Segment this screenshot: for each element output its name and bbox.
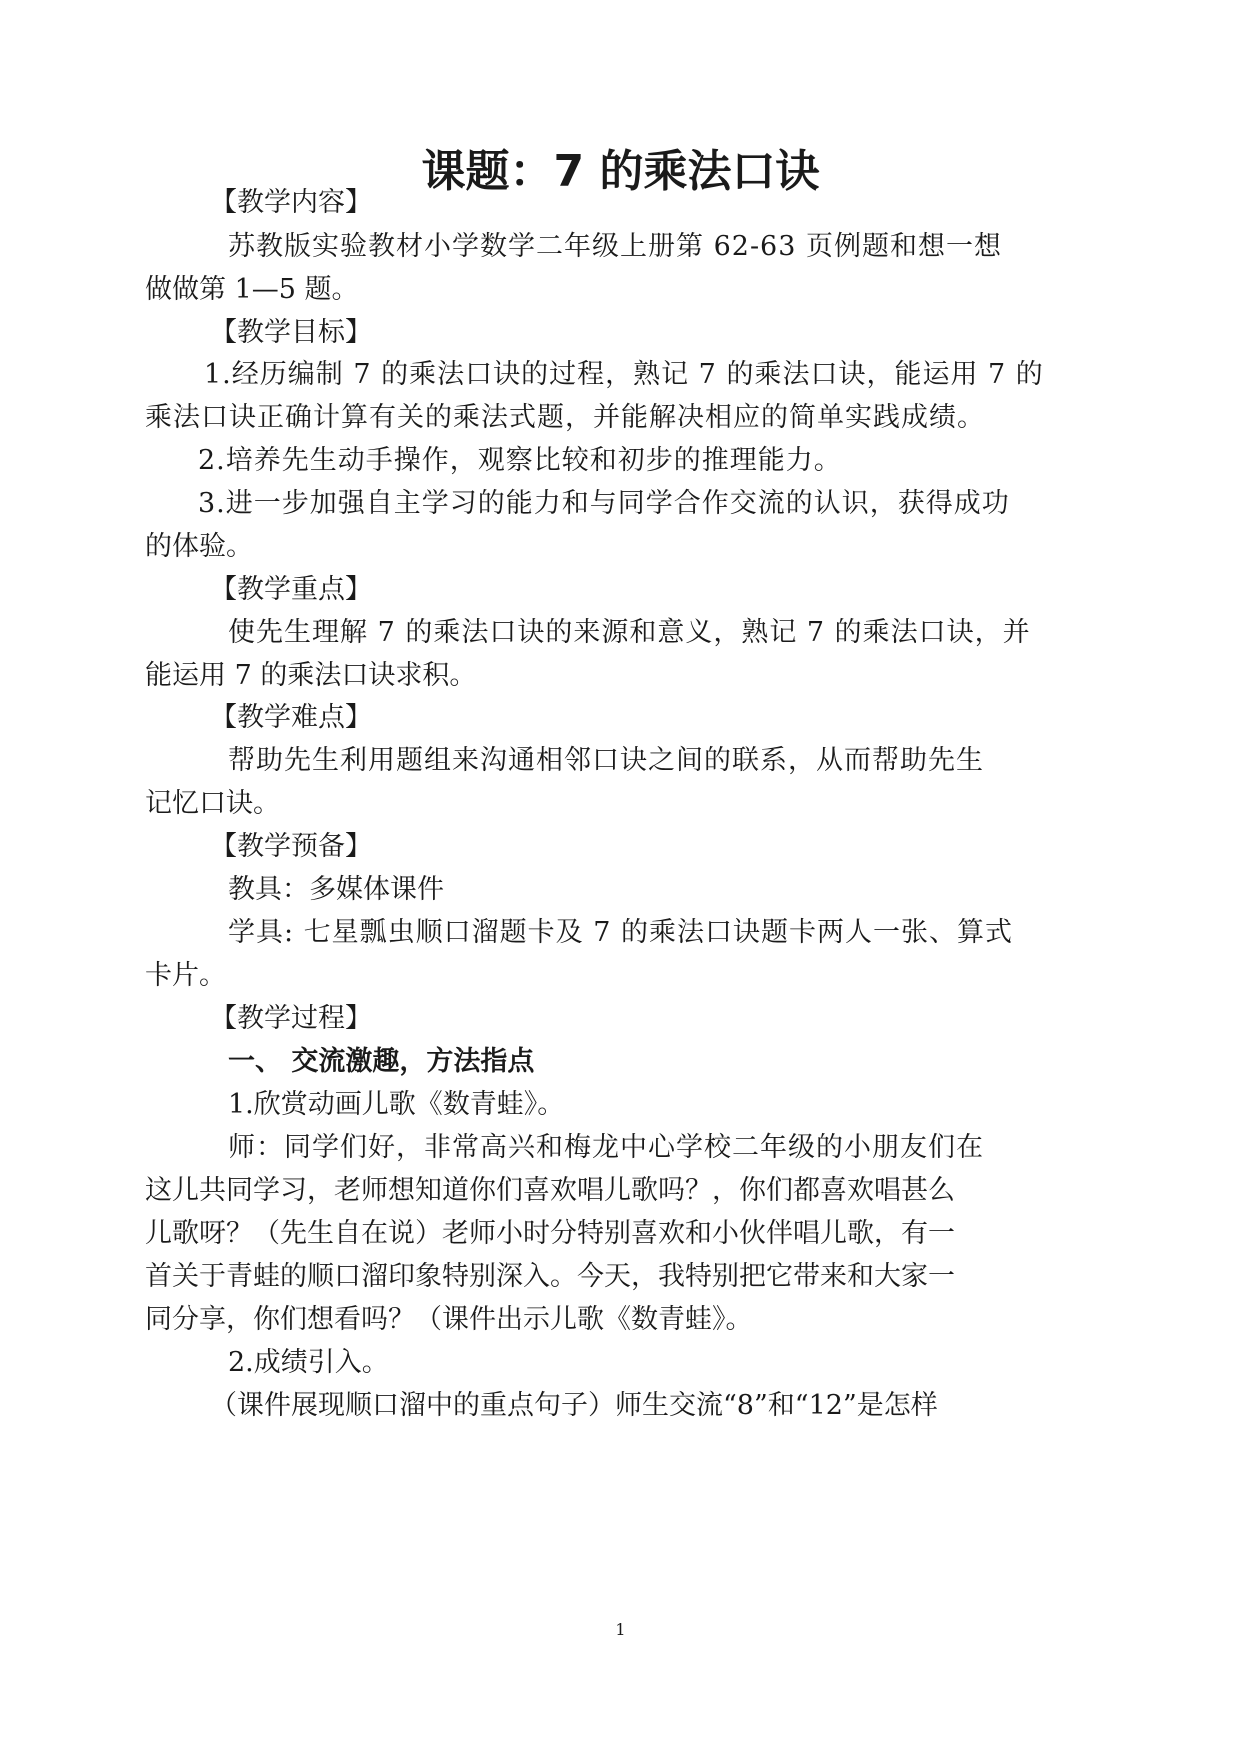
paragraph-line: 卡片。 [145,960,226,991]
paragraph-line: 2.成绩引入。 [228,1347,389,1378]
paragraph-line: 做做第 1—5 题。 [145,274,359,305]
paragraph-line: 乘法口诀正确计算有关的乘法式题，并能解决相应的简单实践成绩。 [145,402,985,433]
paragraph-line: 首关于青蛙的顺口溜印象特别深入。今天，我特别把它带来和大家一 [145,1261,955,1292]
paragraph-line: 这儿共同学习，老师想知道你们喜欢唱儿歌吗？，你们都喜欢唱甚么 [145,1175,955,1206]
paragraph-line: 能运用 7 的乘法口诀求积。 [145,660,477,691]
document-title: 课题：7 的乘法口诀 [421,146,820,197]
paragraph-line: （课件展现顺口溜中的重点句子）师生交流“8”和“12”是怎样 [210,1390,938,1421]
heading-teaching-process: 【教学过程】 [210,1003,372,1034]
paragraph-line: 1.经历编制 7 的乘法口诀的过程，熟记 7 的乘法口诀，能运用 7 的 [204,359,1044,390]
heading-teaching-goals: 【教学目标】 [210,317,372,348]
heading-preparation: 【教学预备】 [210,831,372,862]
paragraph-line: 3.进一步加强自主学习的能力和与同学合作交流的认识，获得成功 [198,488,1010,519]
heading-key-points: 【教学重点】 [210,574,372,605]
paragraph-line: 同分享，你们想看吗？（课件出示儿歌《数青蛙》。 [145,1304,753,1335]
heading-difficult-points: 【教学难点】 [210,702,372,733]
paragraph-line: 的体验。 [145,531,253,562]
heading-teaching-content: 【教学内容】 [210,187,372,218]
paragraph-line: 使先生理解 7 的乘法口诀的来源和意义，熟记 7 的乘法口诀，并 [228,617,1031,648]
paragraph-line: 教具：多媒体课件 [228,874,444,905]
paragraph-line: 记忆口诀。 [145,788,280,819]
paragraph-line: 苏教版实验教材小学数学二年级上册第 62-63 页例题和想一想 [228,231,1002,262]
paragraph-line: 师：同学们好，非常高兴和梅龙中心学校二年级的小朋友们在 [228,1132,984,1163]
paragraph-line: 儿歌呀？（先生自在说）老师小时分特别喜欢和小伙伴唱儿歌，有一 [145,1218,955,1249]
paragraph-line: 2.培养先生动手操作，观察比较和初步的推理能力。 [198,445,842,476]
paragraph-line: 帮助先生利用题组来沟通相邻口诀之间的联系，从而帮助先生 [228,745,984,776]
paragraph-line: 1.欣赏动画儿歌《数青蛙》。 [228,1089,565,1120]
section-heading: 一、 交流激趣，方法指点 [228,1046,535,1077]
paragraph-line: 学具: 七星瓢虫顺口溜题卡及 7 的乘法口诀题卡两人一张、算式 [228,917,1014,948]
page-number: 1 [615,1620,626,1639]
